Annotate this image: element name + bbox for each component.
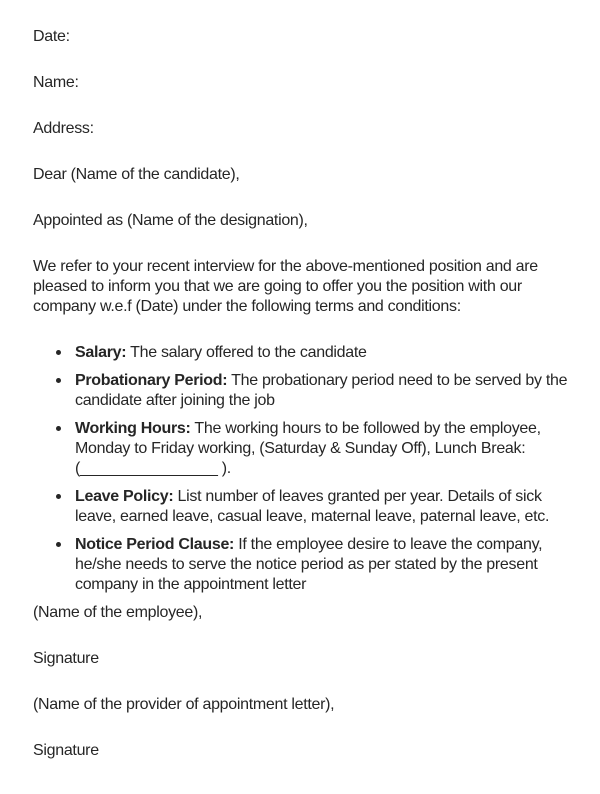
date-line: Date: bbox=[33, 28, 70, 45]
term-item-salary bbox=[75, 343, 572, 363]
salutation-line: Dear (Name of the candidate), bbox=[33, 166, 240, 183]
term-label: Probationary Period: bbox=[75, 372, 228, 389]
bullet-icon bbox=[56, 542, 61, 547]
term-text: The working hours to be followed by the employee, Monday to Friday working, (Saturday & Sunday Off), Lunch Break: (________________ ). bbox=[75, 420, 541, 477]
employee-name-line: (Name of the employee), bbox=[33, 604, 203, 621]
address-line: Address: bbox=[33, 120, 94, 137]
term-label: Notice Period Clause: bbox=[75, 536, 235, 553]
employee-signature-line: Signature bbox=[33, 650, 99, 667]
term-text: The salary offered to the candidate bbox=[130, 344, 367, 361]
term-item-leave-policy bbox=[75, 487, 572, 527]
bullet-icon bbox=[56, 350, 61, 355]
term-item-probationary-period bbox=[75, 371, 572, 411]
term-label: Salary: bbox=[75, 344, 127, 361]
provider-name-line: (Name of the provider of appointment letter), bbox=[33, 696, 335, 713]
bullet-icon bbox=[56, 378, 61, 383]
term-item-notice-period-clause bbox=[75, 535, 572, 595]
name-line: Name: bbox=[33, 74, 79, 91]
provider-signature-line: Signature bbox=[33, 742, 99, 759]
bullet-icon bbox=[56, 426, 61, 431]
terms-list bbox=[33, 343, 572, 595]
term-label: Working Hours: bbox=[75, 420, 191, 437]
term-text: List number of leaves granted per year. Details of sick leave, earned leave, casual leave, maternal leave, paternal leave, etc. bbox=[75, 488, 550, 525]
intro-paragraph: We refer to your recent interview for the above-mentioned position and are pleased to inform you that we are going to offer you the position with our company w.e.f (Date) under the following terms and conditions: bbox=[33, 258, 538, 315]
term-label: Leave Policy: bbox=[75, 488, 174, 505]
bullet-icon bbox=[56, 494, 61, 499]
term-text: The probationary period need to be served by the candidate after joining the job bbox=[75, 372, 568, 409]
term-item-working-hours bbox=[75, 419, 572, 479]
term-text: If the employee desire to leave the company, he/she needs to serve the notice period as per stated by the present company in the appointment letter bbox=[75, 536, 543, 593]
appointment-subject-line: Appointed as (Name of the designation), bbox=[33, 212, 308, 229]
